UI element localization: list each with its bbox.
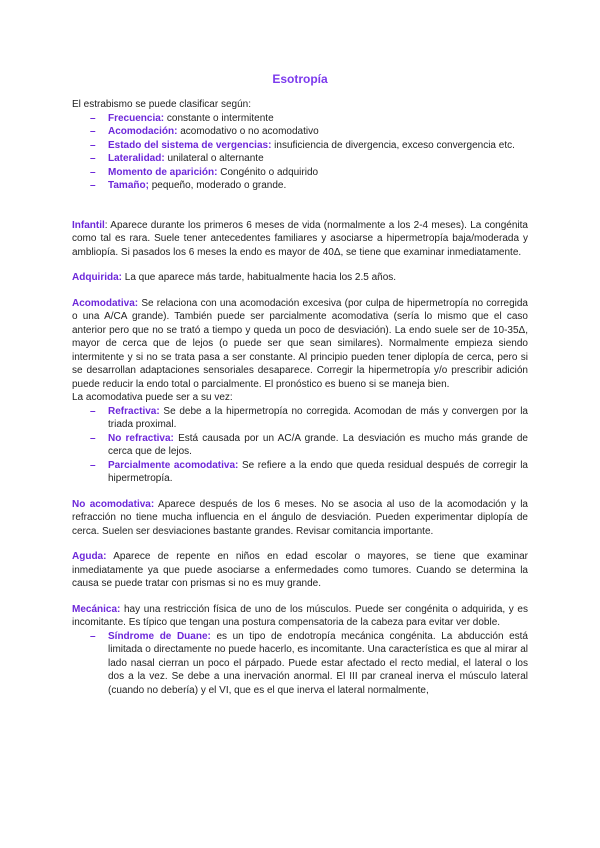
section-text: : Aparece durante los primeros 6 meses de vida (normalmente a los 2-4 meses). La congénita como tal es rara. Suele tener antecedentes familiares y asociarse a hipermetropía baja/moderada y ambliopía. Si pasados los 6 meses la endo es mayor de 40Δ, se tiene que examinar inmediatamente. <box>72 219 528 258</box>
term-text: Se debe a la hipermetropía no corregida. Acomodan de más y convergen por la triada proximal. <box>108 405 528 430</box>
list-item <box>90 630 528 698</box>
list-item <box>90 405 528 432</box>
list-item <box>90 179 528 193</box>
term-text: acomodativo o no acomodativo <box>177 126 319 137</box>
dash-bullet: – <box>90 180 96 191</box>
acomodativa-types-list <box>72 405 528 486</box>
list-item <box>90 125 528 139</box>
term-label: Síndrome de Duane: <box>108 630 211 642</box>
dash-bullet: – <box>90 153 96 164</box>
dash-bullet: – <box>90 432 96 444</box>
section-aguda <box>72 550 528 591</box>
section-acomodativa <box>72 297 528 392</box>
dash-bullet: – <box>90 112 96 124</box>
dash-bullet: – <box>90 405 96 417</box>
term-label: No acomodativa: <box>72 498 155 510</box>
term-label: Frecuencia: <box>108 112 165 124</box>
section-adquirida <box>72 271 528 285</box>
term-label: Tamaño; <box>108 180 149 191</box>
section-text: La que aparece más tarde, habitualmente hacia los 2.5 años. <box>122 272 397 283</box>
term-label: Mecánica: <box>72 603 121 615</box>
term-label: Acomodativa: <box>72 297 139 309</box>
term-label: No refractiva: <box>108 432 174 444</box>
list-item <box>90 432 528 459</box>
dash-bullet: – <box>90 459 96 471</box>
term-text: Congénito o adquirido <box>217 166 319 178</box>
term-label: Adquirida: <box>72 272 122 283</box>
intro-text: El estrabismo se puede clasificar según: <box>72 99 251 110</box>
section-infantil <box>72 219 528 260</box>
term-label: Estado del sistema de vergencias: <box>108 139 272 151</box>
classification-list <box>72 112 528 193</box>
term-text: insuficiencia de divergencia, exceso convergencia etc. <box>271 139 515 151</box>
term-text: constante o intermitente <box>164 112 274 124</box>
term-label: Infantil <box>72 219 105 231</box>
term-text: pequeño, moderado o grande. <box>148 180 287 191</box>
mecanica-list <box>72 630 528 698</box>
term-label: Refractiva: <box>108 405 160 417</box>
acomodativa-subintro: La acomodativa puede ser a su vez: <box>72 392 233 403</box>
section-text: Aparece después de los 6 meses. No se asocia al uso de la acomodación y la refracción no tiene mucha influencia en el ángulo de desviación. Pueden experimentar diplopía de cerca. Suelen ser desviaciones bastante grandes. Revisar comitancia importante. <box>72 498 528 537</box>
term-text: Se refiere a la endo que queda residual después de corregir la hipermetropía. <box>108 459 528 484</box>
term-label: Parcialmente acomodativa: <box>108 459 239 471</box>
section-mecanica <box>72 603 528 630</box>
dash-bullet: – <box>90 126 96 137</box>
term-text: Está causada por un AC/A grande. La desviación es mucho más grande de cerca que de lejos. <box>108 432 528 457</box>
term-label: Aguda: <box>72 551 107 562</box>
term-text: es un tipo de endotropía mecánica congénita. La abducción está limitada o directamente no puede hacerlo, es incomitante. Una característica es que al mirar al lado nasal cierran un poco el párpado. Puede estar afectado el recto medial, el lateral o los dos a la vez. Se debe a una inervación anormal. El III par craneal inerva el músculo lateral (cuando no debería) y el VI, que es el que inerva el lateral normalmente, <box>108 630 528 696</box>
list-item <box>90 112 528 126</box>
section-text: Aparece de repente en niños en edad escolar o mayores, se tiene que examinar inmediatamente ya que puede asociarse a enfermedades como tumores. Cuando se determina la causa se puede tratar con prismas si no es muy grande. <box>72 551 528 589</box>
term-label: Momento de aparición: <box>108 166 218 178</box>
section-text: hay una restricción física de uno de los músculos. Puede ser congénita o adquirida, y es incomitante. Es típico que tengan una postura compensatoria de la cabeza para evitar ver doble. <box>72 603 528 628</box>
term-label: Lateralidad: <box>108 153 165 164</box>
dash-bullet: – <box>90 166 96 178</box>
term-label: Acomodación: <box>108 126 178 137</box>
term-text: unilateral o alternante <box>164 153 264 164</box>
dash-bullet: – <box>90 139 96 151</box>
list-item <box>90 166 528 180</box>
dash-bullet: – <box>90 630 96 642</box>
section-text: Se relaciona con una acomodación excesiva (por culpa de hipermetropía no corregida o una A/CA grande). También puede ser parcialmente acomodativa (sería lo mismo que el caso anterior pero que no se trató a tiempo y queda un poco de desviación). La endo suele ser de 10-35Δ, mayor de cerca que de lejos (o puede ser que sean similares). Normalmente empieza siendo intermitente y si no se trata pasa a ser constante. Al principio pueden tener diplopía de cerca, pero si se desarrollan adaptaciones sensoriales desaparece. Corregir la hipermetropía y/o prescribir adición puede reducir la endo total o parcialmente. El pronóstico es bueno si se maneja bien. <box>72 297 528 390</box>
list-item <box>90 459 528 486</box>
page-title: Esotropía <box>272 72 328 86</box>
list-item <box>90 152 528 166</box>
list-item <box>90 139 528 153</box>
section-no-acomodativa <box>72 498 528 539</box>
